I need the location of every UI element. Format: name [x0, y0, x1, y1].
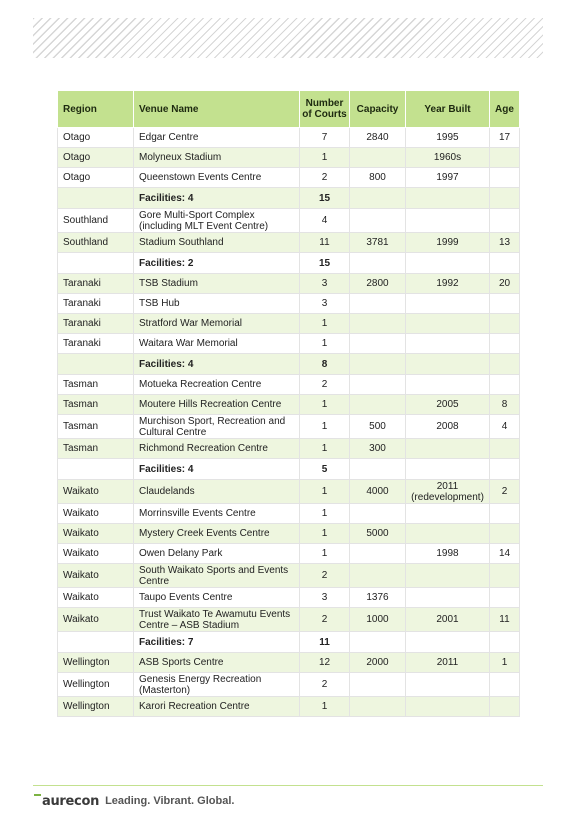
table-row [58, 480, 520, 504]
summary-row [58, 632, 520, 653]
cell-courts: 4 [300, 209, 350, 233]
cell-courts: 2 [300, 168, 350, 188]
cell-courts: 1 [300, 504, 350, 524]
cell-region: Waikato [58, 524, 134, 544]
cell-region: Waikato [58, 480, 134, 504]
table-row [58, 334, 520, 354]
cell-capacity: 500 [350, 415, 406, 439]
table-body [58, 128, 520, 717]
summary-row [58, 253, 520, 274]
table-row [58, 395, 520, 415]
table-row [58, 274, 520, 294]
cell-year-built [406, 253, 490, 274]
cell-region: Wellington [58, 653, 134, 673]
cell-venue-name: Trust Waikato Te Awamutu Events Centre – ASB Stadium [134, 608, 300, 632]
cell-venue-name: Gore Multi-Sport Complex (including MLT Event Centre) [134, 209, 300, 233]
summary-row [58, 354, 520, 375]
cell-year-built [406, 294, 490, 314]
cell-venue-name: Taupo Events Centre [134, 588, 300, 608]
header-hatch-band [33, 18, 543, 58]
cell-courts: 8 [300, 354, 350, 375]
cell-courts: 11 [300, 632, 350, 653]
table-row [58, 653, 520, 673]
cell-year-built [406, 632, 490, 653]
cell-courts: 3 [300, 274, 350, 294]
cell-region: Taranaki [58, 334, 134, 354]
table-row [58, 375, 520, 395]
cell-region: Taranaki [58, 314, 134, 334]
cell-year-built: 2011 (redevelopment) [406, 480, 490, 504]
cell-age: 4 [490, 415, 520, 439]
cell-capacity [350, 395, 406, 415]
cell-year-built [406, 504, 490, 524]
cell-year-built [406, 188, 490, 209]
table-header-row [58, 91, 520, 128]
cell-venue-name: Motueka Recreation Centre [134, 375, 300, 395]
cell-venue-name: Genesis Energy Recreation (Masterton) [134, 673, 300, 697]
cell-courts: 2 [300, 673, 350, 697]
cell-age: 14 [490, 544, 520, 564]
cell-year-built: 1960s [406, 148, 490, 168]
cell-courts: 7 [300, 128, 350, 148]
table-row [58, 608, 520, 632]
cell-courts: 1 [300, 544, 350, 564]
cell-capacity [350, 354, 406, 375]
summary-row [58, 188, 520, 209]
cell-courts: 2 [300, 375, 350, 395]
cell-region: Waikato [58, 564, 134, 588]
cell-venue-name: Waitara War Memorial [134, 334, 300, 354]
cell-capacity: 800 [350, 168, 406, 188]
cell-venue-name: Murchison Sport, Recreation and Cultural Centre [134, 415, 300, 439]
cell-region: Waikato [58, 504, 134, 524]
cell-venue-name: Facilities: 4 [134, 354, 300, 375]
cell-capacity: 3781 [350, 233, 406, 253]
cell-age [490, 439, 520, 459]
cell-age [490, 294, 520, 314]
cell-capacity [350, 188, 406, 209]
cell-capacity [350, 334, 406, 354]
logo-text: aurecon [42, 793, 100, 809]
table-row [58, 294, 520, 314]
cell-year-built: 1995 [406, 128, 490, 148]
cell-capacity [350, 314, 406, 334]
cell-courts: 11 [300, 233, 350, 253]
cell-region: Southland [58, 209, 134, 233]
cell-region [58, 354, 134, 375]
table-row [58, 415, 520, 439]
cell-capacity [350, 673, 406, 697]
cell-venue-name: TSB Hub [134, 294, 300, 314]
cell-region [58, 188, 134, 209]
cell-year-built [406, 673, 490, 697]
table-row [58, 233, 520, 253]
cell-year-built [406, 314, 490, 334]
cell-year-built [406, 588, 490, 608]
header-age: Age [490, 91, 520, 128]
cell-venue-name: Queenstown Events Centre [134, 168, 300, 188]
cell-year-built [406, 697, 490, 717]
cell-year-built: 2001 [406, 608, 490, 632]
cell-capacity: 2800 [350, 274, 406, 294]
cell-age [490, 459, 520, 480]
cell-capacity [350, 459, 406, 480]
cell-region: Otago [58, 168, 134, 188]
cell-year-built: 1997 [406, 168, 490, 188]
header-capacity: Capacity [350, 91, 406, 128]
footer-logo [34, 791, 234, 811]
cell-venue-name: Claudelands [134, 480, 300, 504]
cell-age [490, 334, 520, 354]
cell-region: Tasman [58, 375, 134, 395]
cell-capacity: 300 [350, 439, 406, 459]
cell-capacity [350, 632, 406, 653]
cell-age [490, 168, 520, 188]
cell-year-built [406, 209, 490, 233]
cell-capacity [350, 375, 406, 395]
cell-venue-name: Molyneux Stadium [134, 148, 300, 168]
cell-age: 11 [490, 608, 520, 632]
cell-courts: 1 [300, 334, 350, 354]
cell-courts: 15 [300, 188, 350, 209]
cell-region: Tasman [58, 439, 134, 459]
cell-year-built [406, 334, 490, 354]
table-row [58, 168, 520, 188]
cell-age [490, 148, 520, 168]
cell-year-built: 1999 [406, 233, 490, 253]
cell-venue-name: Mystery Creek Events Centre [134, 524, 300, 544]
header-region: Region [58, 91, 134, 128]
cell-year-built: 1998 [406, 544, 490, 564]
cell-age [490, 632, 520, 653]
cell-region: Taranaki [58, 294, 134, 314]
cell-age [490, 697, 520, 717]
cell-region [58, 253, 134, 274]
cell-region: Waikato [58, 608, 134, 632]
cell-venue-name: Karori Recreation Centre [134, 697, 300, 717]
cell-courts: 2 [300, 608, 350, 632]
cell-capacity [350, 294, 406, 314]
cell-capacity: 4000 [350, 480, 406, 504]
cell-capacity: 1376 [350, 588, 406, 608]
cell-courts: 15 [300, 253, 350, 274]
cell-year-built: 2008 [406, 415, 490, 439]
cell-capacity: 2840 [350, 128, 406, 148]
cell-year-built [406, 439, 490, 459]
cell-capacity [350, 564, 406, 588]
cell-age: 8 [490, 395, 520, 415]
cell-courts: 1 [300, 395, 350, 415]
cell-year-built: 2011 [406, 653, 490, 673]
footer-divider [33, 785, 543, 786]
cell-courts: 1 [300, 439, 350, 459]
table-row [58, 544, 520, 564]
table-row [58, 439, 520, 459]
cell-venue-name: ASB Sports Centre [134, 653, 300, 673]
cell-venue-name: Richmond Recreation Centre [134, 439, 300, 459]
cell-year-built: 1992 [406, 274, 490, 294]
cell-capacity [350, 209, 406, 233]
cell-age [490, 188, 520, 209]
cell-capacity [350, 504, 406, 524]
cell-region: Taranaki [58, 274, 134, 294]
cell-capacity [350, 148, 406, 168]
cell-venue-name: Facilities: 4 [134, 459, 300, 480]
cell-age [490, 673, 520, 697]
cell-capacity: 5000 [350, 524, 406, 544]
cell-capacity [350, 544, 406, 564]
cell-venue-name: Facilities: 4 [134, 188, 300, 209]
cell-region [58, 459, 134, 480]
cell-venue-name: Facilities: 2 [134, 253, 300, 274]
cell-venue-name: South Waikato Sports and Events Centre [134, 564, 300, 588]
cell-courts: 1 [300, 480, 350, 504]
cell-age [490, 375, 520, 395]
cell-region: Wellington [58, 673, 134, 697]
cell-age [490, 209, 520, 233]
summary-row [58, 459, 520, 480]
cell-courts: 1 [300, 314, 350, 334]
table-row [58, 564, 520, 588]
header-number-of-courts: Number of Courts [300, 91, 350, 128]
cell-region: Southland [58, 233, 134, 253]
cell-courts: 2 [300, 564, 350, 588]
table-row [58, 314, 520, 334]
cell-venue-name: Edgar Centre [134, 128, 300, 148]
cell-age: 17 [490, 128, 520, 148]
cell-year-built: 2005 [406, 395, 490, 415]
cell-age [490, 564, 520, 588]
cell-venue-name: Moutere Hills Recreation Centre [134, 395, 300, 415]
cell-region: Waikato [58, 544, 134, 564]
cell-year-built [406, 375, 490, 395]
table-row [58, 209, 520, 233]
cell-region: Otago [58, 128, 134, 148]
cell-venue-name: Owen Delany Park [134, 544, 300, 564]
venues-table [57, 90, 520, 717]
cell-courts: 1 [300, 415, 350, 439]
cell-courts: 1 [300, 524, 350, 544]
cell-age [490, 524, 520, 544]
table-row [58, 697, 520, 717]
cell-region: Wellington [58, 697, 134, 717]
cell-venue-name: Facilities: 7 [134, 632, 300, 653]
cell-capacity [350, 253, 406, 274]
table-row [58, 524, 520, 544]
cell-capacity: 2000 [350, 653, 406, 673]
cell-capacity [350, 697, 406, 717]
cell-age [490, 588, 520, 608]
table-row [58, 504, 520, 524]
cell-venue-name: TSB Stadium [134, 274, 300, 294]
cell-region [58, 632, 134, 653]
cell-age: 20 [490, 274, 520, 294]
cell-age [490, 253, 520, 274]
cell-venue-name: Stratford War Memorial [134, 314, 300, 334]
table-row [58, 673, 520, 697]
cell-age [490, 504, 520, 524]
cell-age [490, 314, 520, 334]
footer-tagline: Leading. Vibrant. Global. [105, 795, 235, 807]
aurecon-logo [34, 794, 99, 809]
logo-accent-mark [34, 794, 41, 796]
cell-year-built [406, 459, 490, 480]
cell-year-built [406, 564, 490, 588]
cell-venue-name: Morrinsville Events Centre [134, 504, 300, 524]
cell-year-built [406, 524, 490, 544]
cell-courts: 3 [300, 294, 350, 314]
table-row [58, 148, 520, 168]
cell-age: 2 [490, 480, 520, 504]
cell-courts: 12 [300, 653, 350, 673]
cell-year-built [406, 354, 490, 375]
cell-region: Tasman [58, 395, 134, 415]
header-year-built: Year Built [406, 91, 490, 128]
header-venue-name: Venue Name [134, 91, 300, 128]
cell-region: Waikato [58, 588, 134, 608]
cell-courts: 5 [300, 459, 350, 480]
table-row [58, 588, 520, 608]
cell-courts: 1 [300, 148, 350, 168]
table-row [58, 128, 520, 148]
cell-courts: 1 [300, 697, 350, 717]
cell-age: 13 [490, 233, 520, 253]
cell-courts: 3 [300, 588, 350, 608]
cell-age [490, 354, 520, 375]
cell-region: Tasman [58, 415, 134, 439]
cell-age: 1 [490, 653, 520, 673]
cell-venue-name: Stadium Southland [134, 233, 300, 253]
cell-capacity: 1000 [350, 608, 406, 632]
cell-region: Otago [58, 148, 134, 168]
